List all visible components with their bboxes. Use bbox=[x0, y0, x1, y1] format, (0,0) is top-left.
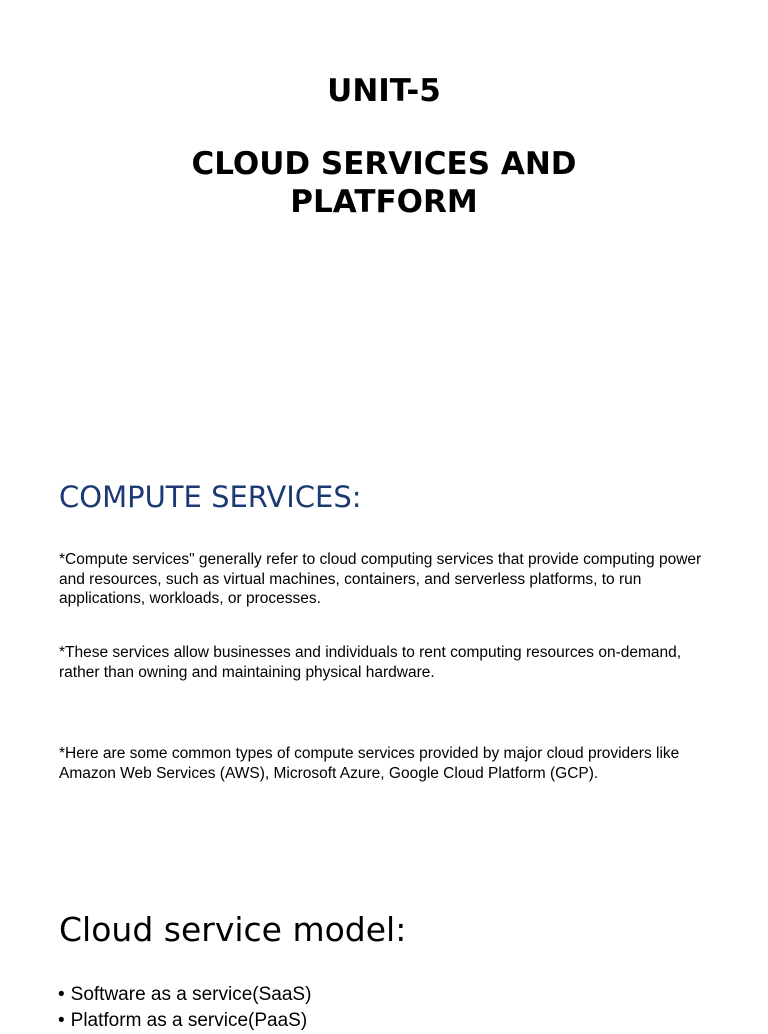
bullet-icon: • bbox=[58, 1010, 65, 1031]
unit-title: UNIT-5 bbox=[327, 73, 441, 109]
list-item bbox=[58, 1008, 311, 1034]
list-item bbox=[58, 982, 311, 1008]
compute-paragraph-providers: *Here are some common types of compute services provided by major cloud providers like Amazon Web Services (AWS), Microsoft Azure, Google Cloud Platform (GCP). bbox=[59, 745, 680, 782]
bullet-icon: • bbox=[58, 984, 65, 1005]
compute-services-heading: COMPUTE SERVICES: bbox=[59, 480, 362, 514]
page-title-line-1: CLOUD SERVICES AND bbox=[191, 146, 577, 182]
compute-paragraph-definition: *Compute services" generally refer to cloud computing services that provide computing power and resources, such as virtual machines, containers, and serverless platforms, to run applications, workloads, or processes. bbox=[59, 551, 702, 607]
compute-paragraph-rent: *These services allow businesses and individuals to rent computing resources on-demand, rather than owning and maintaining physical hardware. bbox=[59, 644, 682, 681]
cloud-service-model-heading: Cloud service model: bbox=[59, 910, 407, 949]
list-item-label: Software as a service(SaaS) bbox=[70, 984, 312, 1005]
page-title-line-2: PLATFORM bbox=[290, 184, 478, 220]
list-item-label: Platform as a service(PaaS) bbox=[70, 1010, 308, 1031]
service-model-list bbox=[58, 982, 311, 1034]
page-title bbox=[0, 145, 768, 221]
